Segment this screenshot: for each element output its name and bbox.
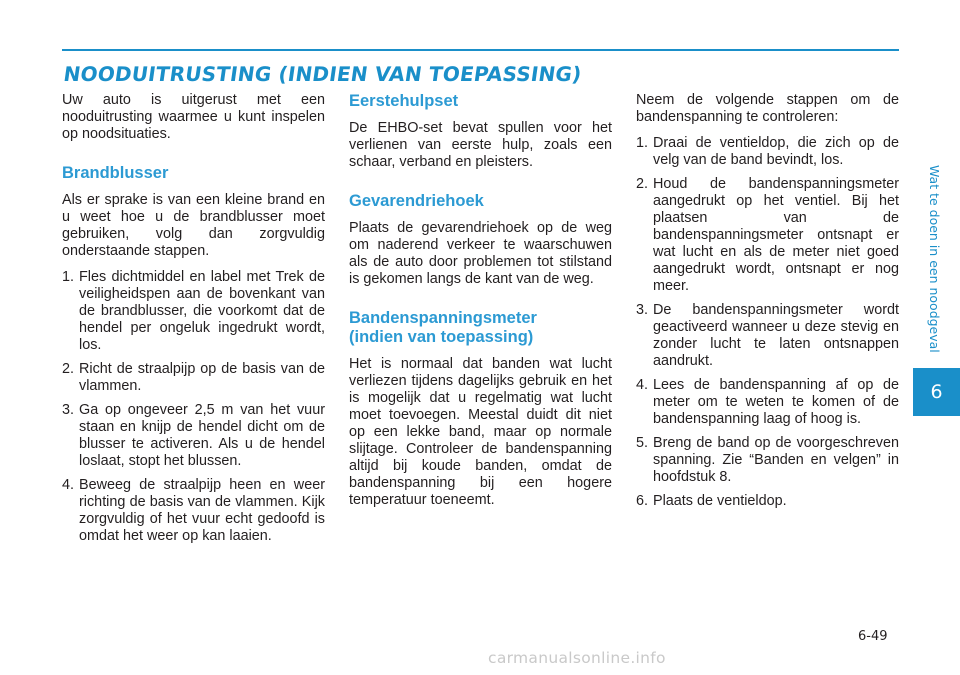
list-item (636, 493, 899, 510)
column-right (636, 92, 899, 517)
section-heading-brandblusser: Brandblusser (62, 164, 169, 182)
step-number: 3. (636, 302, 649, 318)
step-number: 1. (62, 269, 75, 285)
section-heading-gevarendriehoek: Gevarendriehoek (349, 192, 484, 210)
eerstehulpset-text: De EHBO-set bevat spullen voor het verlienen van eerste hulp, zoals een schaar, verband en pleisters. (349, 120, 612, 170)
brandblusser-text: Als er sprake is van een kleine brand en u weet hoe u de brandblusser moet gebruiken, volg dan zorgvuldig onderstaande stappen. (62, 192, 325, 259)
step-number: 4. (62, 477, 75, 493)
step-number: 3. (62, 402, 75, 418)
chapter-tab: 6 (913, 368, 960, 416)
step-text: Richt de straalpijp op de basis van de vlammen. (79, 361, 325, 394)
list-item (636, 435, 899, 486)
list-item (636, 302, 899, 370)
section-heading-bandenspanningsmeter (349, 309, 612, 347)
bandenspanningsmeter-text: Het is normaal dat banden wat lucht verliezen tijdens dagelijks gebruik en het is mogelijk dat u regelmatig wat lucht moet toevoegen. Meestal duidt dit niet op een lekke band, maar op normale slijtage. Controleer de bandenspanning altijd bij koude banden, omdat de bandenspanning bij een hogere temperatuur toeneemt. (349, 356, 612, 508)
step-number: 5. (636, 435, 649, 451)
step-number: 1. (636, 135, 649, 151)
list-item (636, 176, 899, 295)
step-text: Ga op ongeveer 2,5 m van het vuur staan en knijp de hendel dicht om de blusser te activeren. Als u de hendel loslaat, stopt het blussen. (79, 402, 325, 469)
stappen-intro: Neem de volgende stappen om de bandenspanning te controleren: (636, 92, 899, 125)
step-text: Breng de band op de voorgeschreven spanning. Zie “Banden en velgen” in hoofdstuk 8. (653, 435, 899, 485)
page-title: NOODUITRUSTING (INDIEN VAN TOEPASSING) (62, 62, 584, 86)
step-text: Beweeg de straalpijp heen en weer richting de basis van de vlammen. Kijk zorgvuldig of het vuur echt gedoofd is omdat het weer op kan laaien. (79, 477, 325, 544)
watermark: carmanualsonline.info (488, 649, 666, 667)
chapter-side-label: Wat te doen in een noodgeval (927, 165, 942, 353)
step-number: 6. (636, 493, 649, 509)
list-item (636, 135, 899, 169)
list-item (62, 269, 325, 354)
list-item (62, 477, 325, 545)
page-number: 6-49 (858, 629, 888, 644)
column-middle (349, 92, 612, 518)
step-number: 4. (636, 377, 649, 393)
step-text: Plaats de ventieldop. (653, 493, 787, 509)
heading-line: (indien van toepassing) (349, 328, 534, 346)
list-item (62, 402, 325, 470)
step-text: Houd de bandenspanningsmeter aangedrukt op het ventiel. Bij het plaatsen van de bandenspanningsmeter ontsnapt er wat lucht en als de meter niet goed aangedrukt wordt, ontsnapt er nog meer. (653, 176, 899, 294)
step-text: Lees de bandenspanning af op de meter om te weten te komen of de bandenspanning laag of hoog is. (653, 377, 899, 427)
step-text: De bandenspanningsmeter wordt geactiveerd wanneer u deze stevig en zonder lucht te laten ontsnappen aandrukt. (653, 302, 899, 369)
column-left (62, 92, 325, 552)
heading-line: Bandenspanningsmeter (349, 309, 537, 327)
section-heading-eerstehulpset: Eerstehulpset (349, 92, 459, 110)
step-number: 2. (62, 361, 75, 377)
step-text: Draai de ventieldop, die zich op de velg van de band bevindt, los. (653, 135, 899, 168)
header-rule (62, 49, 899, 51)
list-item (636, 377, 899, 428)
list-item (62, 361, 325, 395)
intro-paragraph: Uw auto is uitgerust met een nooduitrusting waarmee u kunt inspelen op noodsituaties. (62, 92, 325, 142)
brandblusser-steps (62, 269, 325, 545)
step-number: 2. (636, 176, 649, 192)
step-text: Fles dichtmiddel en label met Trek de veiligheidspen aan de bovenkant van de brandblusser, die voorkomt dat de hendel per ongeluk ingedrukt wordt, los. (79, 269, 325, 353)
bandenspanning-steps (636, 135, 899, 510)
gevarendriehoek-text: Plaats de gevarendriehoek op de weg om naderend verkeer te waarschuwen als de auto door problemen tot stilstand is gekomen langs de kant van de weg. (349, 220, 612, 287)
